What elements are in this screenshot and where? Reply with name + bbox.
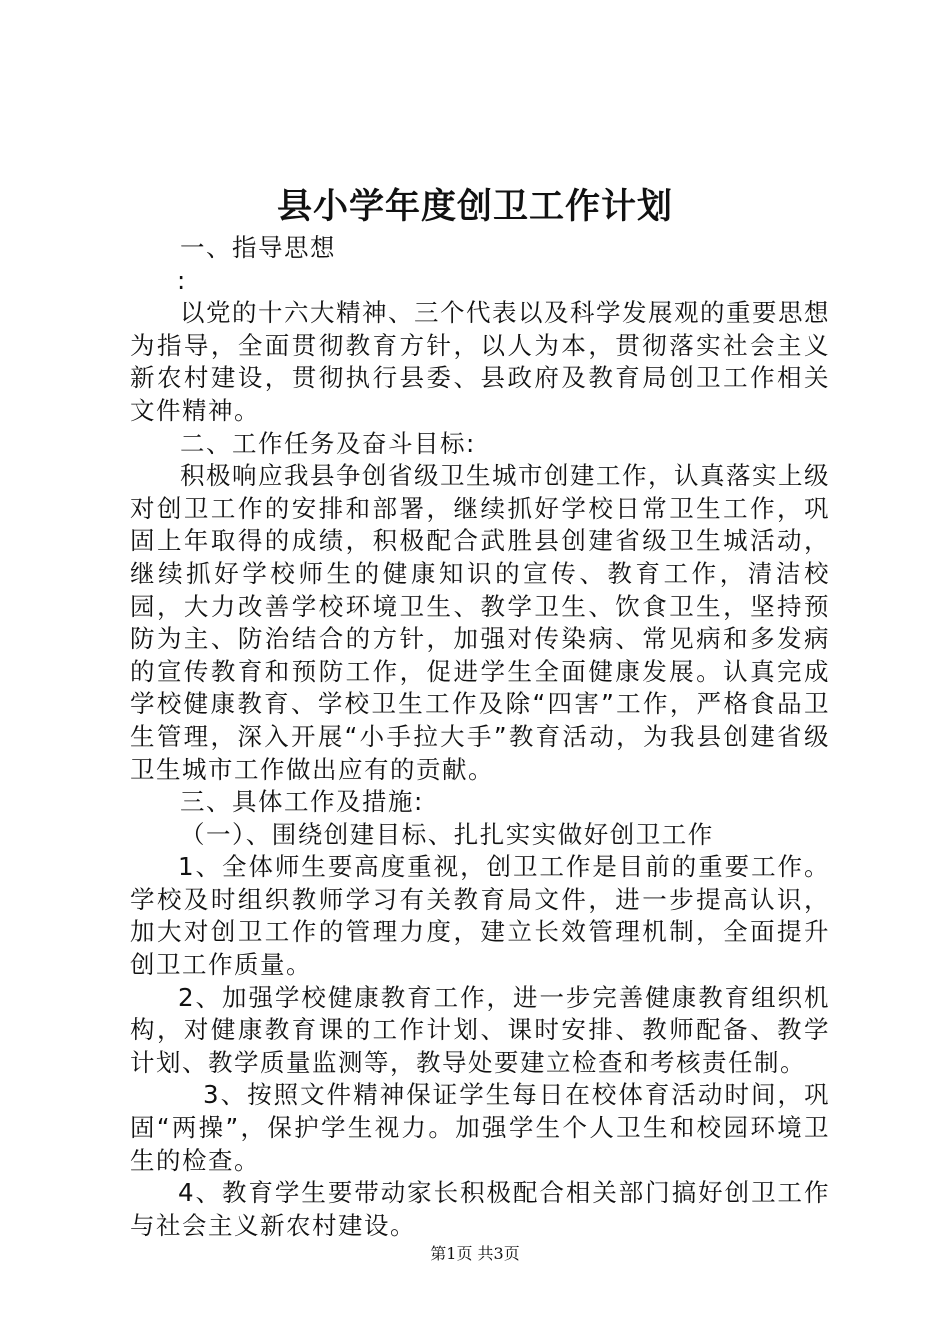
paragraph-tasks-goals: 积极响应我县争创省级卫生城市创建工作，认真落实上级对创卫工作的安排和部署，继续抓好学校日常卫生工作，巩固上年取得的成绩，积极配合武胜县创建省级卫生城活动，继续抓好学校师生的健康知识的宣传、教育工作，清洁校园，大力改善学校环境卫生、教学卫生、饮食卫生，坚持预防为主、防治结合的方针，加强对传染病、常见病和多发病的宣传教育和预防工作，促进学生全面健康发展。认真完成学校健康教育、学校卫生工作及除“四害”工作，严格食品卫生管理，深入开展“小手拉大手”教育活动，为我县创建省级卫生城市工作做出应有的贡献。 xyxy=(130,461,830,784)
page-footer: 第1页 共3页 xyxy=(430,1244,520,1263)
document-body xyxy=(130,232,830,1242)
subsection-heading-1: （一）、围绕创建目标、扎扎实实做好创卫工作 xyxy=(180,819,714,849)
list-item-3: 3、按照文件精神保证学生每日在校体育活动时间，巩固“两操”，保护学生视力。加强学生个人卫生和校园环境卫生的检查。 xyxy=(130,1080,830,1175)
section-heading-1: 一、指导思想 xyxy=(180,233,336,262)
list-item-1: 1、全体师生要高度重视，创卫工作是目前的重要工作。学校及时组织教师学习有关教育局文件，进一步提高认识，加大对创卫工作的管理力度，建立长效管理机制，全面提升创卫工作质量。 xyxy=(130,852,830,980)
list-item-4: 4、教育学生要带动家长积极配合相关部门搞好创卫工作与社会主义新农村建设。 xyxy=(130,1178,830,1240)
paragraph-guiding-thought: 以党的十六大精神、三个代表以及科学发展观的重要思想为指导，全面贯彻教育方针，以人为本，贯彻落实社会主义新农村建设，贯彻执行县委、县政府及教育局创卫工作相关文件精神。 xyxy=(130,298,830,425)
section-heading-3: 三、具体工作及措施: xyxy=(180,787,424,817)
document-title: 县小学年度创卫工作计划 xyxy=(276,186,673,227)
colon-line: : xyxy=(177,265,187,295)
section-heading-2: 二、工作任务及奋斗目标: xyxy=(180,428,476,458)
list-item-2: 2、加强学校健康教育工作，进一步完善健康教育组织机构，对健康教育课的工作计划、课时安排、教师配备、教学计划、教学质量监测等，教导处要建立检查和考核责任制。 xyxy=(130,982,830,1077)
